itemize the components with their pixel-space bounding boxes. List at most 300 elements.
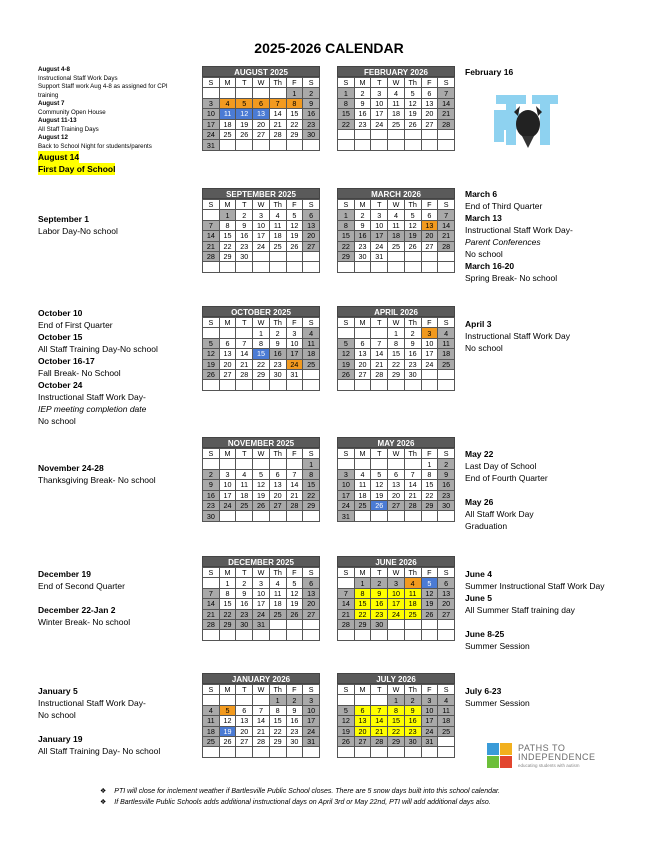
weekday-header: F xyxy=(421,568,438,578)
month-name: JANUARY 2026 xyxy=(202,673,320,684)
empty-cell xyxy=(219,459,236,469)
day-cell: 24 xyxy=(421,726,438,736)
page-title: 2025-2026 CALENDAR xyxy=(254,40,404,56)
day-cell: 12 xyxy=(338,349,355,359)
day-cell: 30 xyxy=(354,251,371,261)
note-text: January 5 xyxy=(38,686,78,696)
day-cell: 21 xyxy=(253,726,270,736)
day-cell: 9 xyxy=(269,338,286,348)
day-cell: 13 xyxy=(354,349,371,359)
day-cell: 6 xyxy=(388,469,405,479)
note-text: April 3 xyxy=(465,319,492,329)
day-cell: 10 xyxy=(371,220,388,230)
day-cell: 2 xyxy=(303,88,320,98)
day-cell: 1 xyxy=(388,695,405,705)
note-text: End of First Quarter xyxy=(38,320,113,330)
month-calendar xyxy=(202,556,320,641)
day-cell: 25 xyxy=(388,119,405,129)
day-cell: 28 xyxy=(253,736,270,746)
footer-notes xyxy=(100,786,500,808)
day-cell: 3 xyxy=(421,695,438,705)
day-cell: 28 xyxy=(236,369,253,379)
empty-cell xyxy=(203,630,220,640)
note-line xyxy=(38,403,158,415)
note-text: Summer Session xyxy=(465,698,530,708)
day-cell: 23 xyxy=(236,609,253,619)
day-cell: 25 xyxy=(438,726,455,736)
day-cell: 20 xyxy=(421,231,438,241)
empty-cell xyxy=(421,380,438,390)
empty-cell xyxy=(219,88,236,98)
empty-cell xyxy=(404,747,421,757)
bullet-icon: ❖ xyxy=(100,788,107,795)
empty-cell xyxy=(269,88,286,98)
note-text: October 10 xyxy=(38,308,83,318)
empty-cell xyxy=(388,619,405,629)
day-cell: 29 xyxy=(253,369,270,379)
empty-cell xyxy=(371,695,388,705)
empty-cell xyxy=(404,630,421,640)
empty-cell xyxy=(354,511,371,521)
month-name: JULY 2026 xyxy=(337,673,455,684)
note-text: Summer Instructional Staff Work Day xyxy=(465,581,605,591)
weekday-header: M xyxy=(354,200,371,210)
day-cell: 17 xyxy=(388,599,405,609)
day-cell: 15 xyxy=(269,716,286,726)
day-cell: 22 xyxy=(303,490,320,500)
weekday-header: S xyxy=(438,685,455,695)
day-cell: 16 xyxy=(354,109,371,119)
empty-cell xyxy=(338,459,355,469)
empty-cell xyxy=(269,619,286,629)
day-cell: 11 xyxy=(303,338,320,348)
day-cell: 16 xyxy=(203,490,220,500)
empty-cell xyxy=(236,328,253,338)
day-cell: 5 xyxy=(236,98,253,108)
weekday-header: Th xyxy=(269,685,286,695)
day-cell: 4 xyxy=(236,469,253,479)
note-line xyxy=(465,224,573,236)
weekday-header: T xyxy=(236,78,253,88)
day-cell: 5 xyxy=(338,338,355,348)
day-cell: 11 xyxy=(438,338,455,348)
empty-cell xyxy=(438,736,455,746)
weekday-header: S xyxy=(438,449,455,459)
month-name: MARCH 2026 xyxy=(337,188,455,199)
empty-cell xyxy=(388,262,405,272)
empty-cell xyxy=(421,619,438,629)
note-text: February 16 xyxy=(465,67,514,77)
weekday-header: S xyxy=(338,685,355,695)
day-cell: 25 xyxy=(236,500,253,510)
empty-cell xyxy=(269,140,286,150)
day-cell: 19 xyxy=(404,109,421,119)
empty-cell xyxy=(219,380,236,390)
day-cell: 11 xyxy=(388,220,405,230)
weekday-header: M xyxy=(219,449,236,459)
day-cell: 14 xyxy=(371,716,388,726)
note-line xyxy=(38,474,156,486)
month-name: FEBRUARY 2026 xyxy=(337,66,455,77)
day-cell: 13 xyxy=(354,716,371,726)
empty-cell xyxy=(404,619,421,629)
note-text: training xyxy=(38,91,59,99)
day-cell: 26 xyxy=(286,241,303,251)
day-cell: 9 xyxy=(404,705,421,715)
event-note xyxy=(38,462,156,486)
day-cell: 21 xyxy=(438,231,455,241)
day-cell: 9 xyxy=(303,98,320,108)
day-cell: 4 xyxy=(388,210,405,220)
empty-cell xyxy=(236,695,253,705)
day-cell: 26 xyxy=(203,369,220,379)
day-cell: 15 xyxy=(338,109,355,119)
empty-cell xyxy=(354,695,371,705)
note-line xyxy=(465,592,605,604)
day-cell: 5 xyxy=(203,338,220,348)
day-cell: 13 xyxy=(269,480,286,490)
day-cell: 9 xyxy=(236,588,253,598)
day-cell: 1 xyxy=(286,88,303,98)
empty-cell xyxy=(421,630,438,640)
day-cell: 23 xyxy=(286,726,303,736)
day-cell: 30 xyxy=(236,619,253,629)
weekday-header: Th xyxy=(404,685,421,695)
day-cell: 31 xyxy=(203,140,220,150)
empty-cell xyxy=(404,251,421,261)
day-cell: 2 xyxy=(404,328,421,338)
day-cell: 5 xyxy=(219,705,236,715)
day-cell: 15 xyxy=(388,716,405,726)
day-cell: 20 xyxy=(303,231,320,241)
note-line xyxy=(38,163,168,175)
day-cell: 5 xyxy=(253,469,270,479)
empty-cell xyxy=(236,511,253,521)
empty-cell xyxy=(236,459,253,469)
empty-cell xyxy=(203,210,220,220)
empty-cell xyxy=(203,88,220,98)
paths-logo-tagline: educating students with autism xyxy=(518,763,580,768)
day-cell: 20 xyxy=(354,359,371,369)
empty-cell xyxy=(354,328,371,338)
note-line xyxy=(465,568,605,580)
weekday-header: F xyxy=(421,78,438,88)
note-line xyxy=(465,604,605,616)
day-cell: 23 xyxy=(303,119,320,129)
empty-cell xyxy=(269,251,286,261)
empty-cell xyxy=(421,369,438,379)
note-line xyxy=(465,628,605,640)
day-cell: 7 xyxy=(404,469,421,479)
footer-note: ❖ If Bartlesville Public Schools adds additional instructional days on April 3rd or May 22nd, PTI will add additional days also. xyxy=(100,799,491,806)
note-line xyxy=(38,117,168,126)
note-text: June 8-25 xyxy=(465,629,505,639)
empty-cell xyxy=(438,511,455,521)
month-name: DECEMBER 2025 xyxy=(202,556,320,567)
day-cell: 16 xyxy=(438,480,455,490)
note-text: Last Day of School xyxy=(465,461,537,471)
note-line xyxy=(38,697,160,709)
month-name: NOVEMBER 2025 xyxy=(202,437,320,448)
day-cell: 10 xyxy=(219,480,236,490)
day-cell: 4 xyxy=(438,695,455,705)
day-cell: 14 xyxy=(438,220,455,230)
weekday-header: T xyxy=(371,568,388,578)
day-cell: 27 xyxy=(354,736,371,746)
empty-cell xyxy=(286,459,303,469)
weekday-header: M xyxy=(354,568,371,578)
empty-cell xyxy=(421,262,438,272)
empty-cell xyxy=(203,747,220,757)
empty-cell xyxy=(303,619,320,629)
empty-cell xyxy=(371,630,388,640)
day-cell: 24 xyxy=(219,500,236,510)
empty-cell xyxy=(286,140,303,150)
day-cell: 19 xyxy=(203,359,220,369)
month-calendar xyxy=(202,306,320,391)
note-line xyxy=(38,745,160,757)
day-cell: 31 xyxy=(421,736,438,746)
note-text: August 14 xyxy=(38,152,80,162)
day-cell: 30 xyxy=(438,500,455,510)
day-cell: 10 xyxy=(388,588,405,598)
empty-cell xyxy=(219,630,236,640)
day-cell: 25 xyxy=(219,129,236,139)
day-cell: 25 xyxy=(269,241,286,251)
weekday-header: Th xyxy=(404,200,421,210)
empty-cell xyxy=(438,747,455,757)
note-text: Winter Break- No school xyxy=(38,617,131,627)
day-cell: 31 xyxy=(338,511,355,521)
day-cell: 21 xyxy=(236,359,253,369)
day-cell: 23 xyxy=(354,119,371,129)
note-text: No school xyxy=(465,249,503,259)
month-calendar xyxy=(337,188,455,273)
note-line xyxy=(465,272,573,284)
day-cell: 11 xyxy=(404,588,421,598)
note-line xyxy=(465,260,573,272)
day-cell: 10 xyxy=(421,705,438,715)
note-line xyxy=(38,367,158,379)
weekday-header: F xyxy=(286,685,303,695)
day-cell: 21 xyxy=(286,490,303,500)
note-text: Community Open House xyxy=(38,108,106,116)
note-text: July 6-23 xyxy=(465,686,502,696)
note-line xyxy=(38,151,168,163)
day-cell: 11 xyxy=(236,480,253,490)
note-line xyxy=(38,604,130,616)
weekday-header: T xyxy=(236,318,253,328)
day-cell: 29 xyxy=(303,500,320,510)
day-cell: 23 xyxy=(371,609,388,619)
day-cell: 15 xyxy=(421,480,438,490)
day-cell: 2 xyxy=(203,469,220,479)
day-cell: 17 xyxy=(371,109,388,119)
note-line xyxy=(465,460,548,472)
day-cell: 1 xyxy=(253,328,270,338)
empty-cell xyxy=(253,459,270,469)
note-text: August 12 xyxy=(38,134,68,141)
day-cell: 7 xyxy=(236,338,253,348)
day-cell: 7 xyxy=(203,588,220,598)
day-cell: 20 xyxy=(269,490,286,500)
empty-cell xyxy=(203,459,220,469)
day-cell: 30 xyxy=(236,251,253,261)
day-cell: 8 xyxy=(388,705,405,715)
empty-cell xyxy=(338,578,355,588)
day-cell: 6 xyxy=(421,88,438,98)
empty-cell xyxy=(438,369,455,379)
empty-cell xyxy=(253,747,270,757)
paths-logo-line1: PATHS TO xyxy=(518,743,566,753)
weekday-header: F xyxy=(421,685,438,695)
day-cell: 12 xyxy=(253,480,270,490)
day-cell: 11 xyxy=(438,705,455,715)
note-text: Fall Break- No School xyxy=(38,368,121,378)
day-cell: 6 xyxy=(354,705,371,715)
empty-cell xyxy=(253,380,270,390)
empty-cell xyxy=(438,262,455,272)
day-cell: 22 xyxy=(219,241,236,251)
empty-cell xyxy=(354,630,371,640)
day-cell: 7 xyxy=(438,88,455,98)
note-text: No school xyxy=(465,343,503,353)
note-text: December 19 xyxy=(38,569,91,579)
day-cell: 7 xyxy=(203,220,220,230)
day-cell: 27 xyxy=(236,736,253,746)
event-note xyxy=(38,66,168,175)
day-cell: 6 xyxy=(269,469,286,479)
empty-cell xyxy=(354,380,371,390)
day-cell: 13 xyxy=(421,220,438,230)
note-text: October 16-17 xyxy=(38,356,95,366)
note-line xyxy=(38,319,158,331)
day-cell: 1 xyxy=(338,210,355,220)
day-cell: 30 xyxy=(269,369,286,379)
day-cell: 14 xyxy=(269,109,286,119)
weekday-header: T xyxy=(371,78,388,88)
weekday-header: F xyxy=(286,318,303,328)
empty-cell xyxy=(421,747,438,757)
day-cell: 10 xyxy=(253,220,270,230)
day-cell: 29 xyxy=(388,736,405,746)
day-cell: 2 xyxy=(236,578,253,588)
day-cell: 8 xyxy=(269,705,286,715)
day-cell: 1 xyxy=(219,210,236,220)
empty-cell xyxy=(253,262,270,272)
day-cell: 21 xyxy=(404,490,421,500)
empty-cell xyxy=(203,380,220,390)
empty-cell xyxy=(303,251,320,261)
day-cell: 15 xyxy=(219,599,236,609)
weekday-header: S xyxy=(203,200,220,210)
note-line xyxy=(465,330,570,342)
note-line xyxy=(38,331,158,343)
note-text: All Staff Work Day xyxy=(465,509,534,519)
weekday-header: F xyxy=(286,568,303,578)
event-note xyxy=(465,448,548,532)
weekday-header: W xyxy=(253,449,270,459)
day-cell: 24 xyxy=(303,726,320,736)
day-cell: 3 xyxy=(371,210,388,220)
weekday-header: Th xyxy=(269,318,286,328)
note-line xyxy=(38,66,168,75)
day-cell: 13 xyxy=(388,480,405,490)
bullet-icon: ❖ xyxy=(100,799,107,806)
note-text: End of Second Quarter xyxy=(38,581,125,591)
day-cell: 6 xyxy=(438,578,455,588)
day-cell: 28 xyxy=(338,619,355,629)
note-line xyxy=(38,733,160,745)
day-cell: 14 xyxy=(286,480,303,490)
note-text: Instructional Staff Work Day xyxy=(465,331,571,341)
empty-cell xyxy=(388,630,405,640)
empty-cell xyxy=(338,129,355,139)
weekday-header: W xyxy=(388,200,405,210)
day-cell: 27 xyxy=(253,129,270,139)
day-cell: 3 xyxy=(421,328,438,338)
note-text: May 22 xyxy=(465,449,494,459)
month-calendar xyxy=(337,673,455,758)
day-cell: 24 xyxy=(253,609,270,619)
note-text: Labor Day-No school xyxy=(38,226,118,236)
day-cell: 22 xyxy=(253,359,270,369)
day-cell: 26 xyxy=(236,129,253,139)
day-cell: 28 xyxy=(371,369,388,379)
day-cell: 20 xyxy=(438,599,455,609)
empty-cell xyxy=(354,747,371,757)
day-cell: 18 xyxy=(269,231,286,241)
day-cell: 23 xyxy=(438,490,455,500)
empty-cell xyxy=(371,747,388,757)
note-line xyxy=(465,697,530,709)
day-cell: 12 xyxy=(219,716,236,726)
day-cell: 14 xyxy=(236,349,253,359)
empty-cell xyxy=(219,140,236,150)
note-text: All Staff Training Day- No school xyxy=(38,746,161,756)
weekday-header: S xyxy=(438,318,455,328)
note-line xyxy=(465,484,548,496)
day-cell: 4 xyxy=(354,469,371,479)
day-cell: 13 xyxy=(236,716,253,726)
day-cell: 19 xyxy=(286,231,303,241)
day-cell: 2 xyxy=(236,210,253,220)
empty-cell xyxy=(303,369,320,379)
day-cell: 17 xyxy=(303,716,320,726)
day-cell: 23 xyxy=(404,726,421,736)
day-cell: 25 xyxy=(203,736,220,746)
day-cell: 20 xyxy=(236,726,253,736)
day-cell: 28 xyxy=(371,736,388,746)
event-note xyxy=(38,685,160,757)
empty-cell xyxy=(354,140,371,150)
day-cell: 18 xyxy=(236,490,253,500)
note-line xyxy=(38,225,118,237)
empty-cell xyxy=(371,511,388,521)
day-cell: 8 xyxy=(219,588,236,598)
note-text: May 26 xyxy=(465,497,494,507)
weekday-header: F xyxy=(286,78,303,88)
weekday-header: F xyxy=(286,200,303,210)
weekday-header: M xyxy=(354,685,371,695)
month-name: JUNE 2026 xyxy=(337,556,455,567)
empty-cell xyxy=(338,380,355,390)
note-text: End of Third Quarter xyxy=(465,201,543,211)
note-line xyxy=(465,496,548,508)
day-cell: 11 xyxy=(203,716,220,726)
weekday-header: S xyxy=(203,568,220,578)
day-cell: 23 xyxy=(236,241,253,251)
